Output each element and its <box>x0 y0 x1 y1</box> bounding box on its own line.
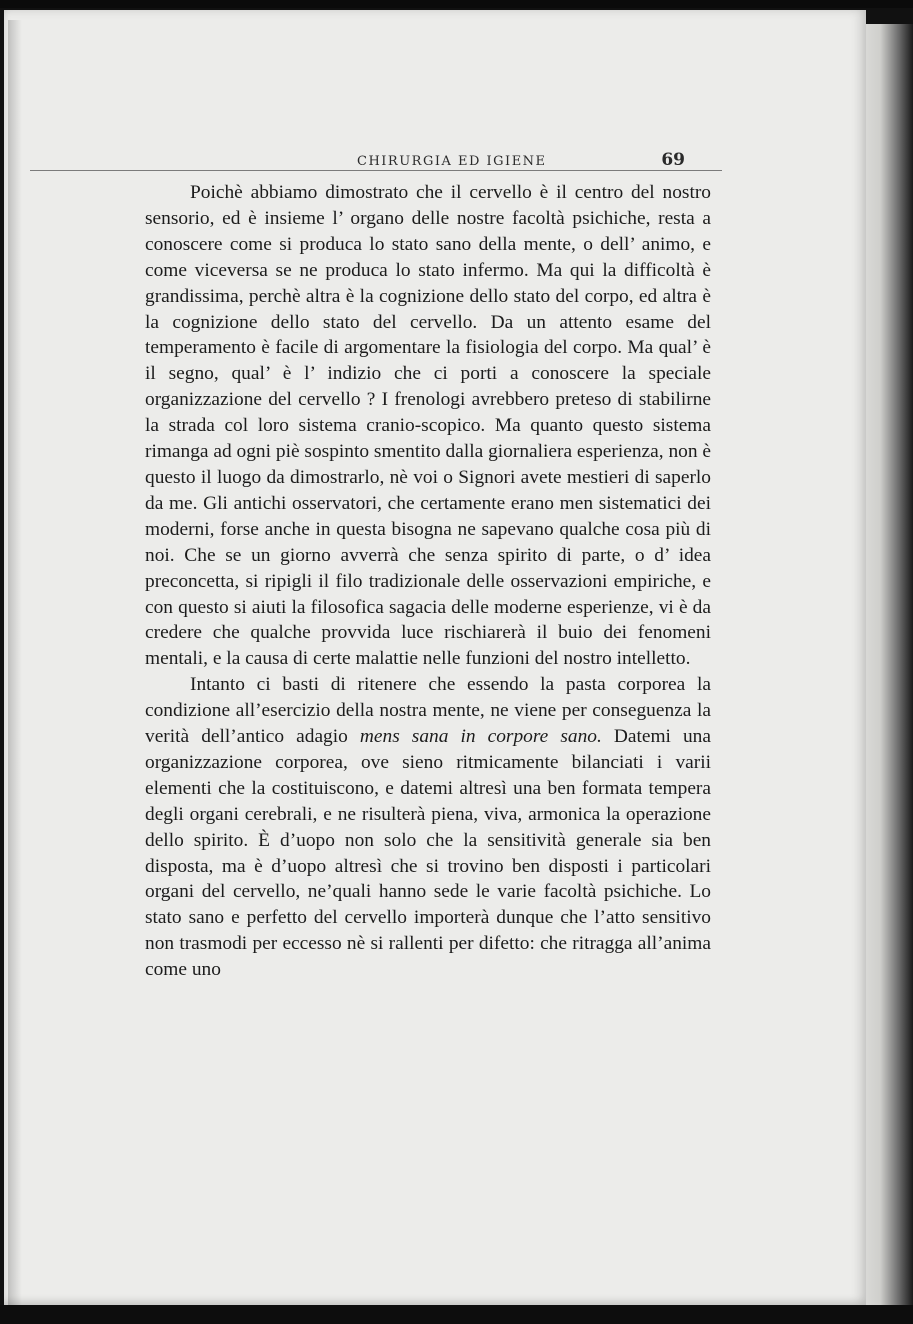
paragraph-2-end: Datemi una organizzazione corporea, ove sieno ritmicamente bilanciati i varii elementi che la costituiscono, e datemi altresì una ben formata tempera degli organi cerebrali, e ne risulterà piena, viva, armonica la operazione dello spirito. È d’uopo non solo che la sensitività generale sia ben disposta, ma è d’uopo altresì che si trovino ben disposti i particolari organi del cervello, ne’quali hanno sede le varie facoltà psichiche. Lo stato sano e perfetto del cervello importerà dunque che l’atto sensitivo non trasmodi per eccesso nè si rallenti per difetto: che ritragga all’anima come uno <box>145 726 711 981</box>
page-edge-shadow <box>866 24 913 1309</box>
paragraph-2 <box>145 672 711 983</box>
page-number: 69 <box>661 150 685 170</box>
header-rule <box>30 170 722 171</box>
body-text <box>145 180 711 983</box>
gutter-shadow <box>8 20 22 1315</box>
scan-border-bottom <box>0 1305 913 1324</box>
running-title: CHIRURGIA ED IGIENE <box>357 154 547 169</box>
latin-quote: mens sana in corpore sano. <box>359 726 602 748</box>
scan-border-top <box>0 0 913 8</box>
paragraph-1: Poichè abbiamo dimostrato che il cervello è il centro del nostro sensorio, ed è insieme l’ organo delle nostre facoltà psichiche, resta a conoscere come si produca lo stato sano della mente, o dell’ animo, e come viceversa se ne produca lo stato infermo. Ma qui la difficoltà è grandissima, perchè altra è la cognizione dello stato del corpo, ed altra è la cognizione dello stato del cervello. Da un attento esame del temperamento è facile di argomentare la fisiologia del corpo. Ma qual’ è il segno, qual’ è l’ indizio che ci porti a conoscere la speciale organizzazione del cervello ? I frenologi avrebbero preteso di stabilirne la strada col loro sistema cranio-scopico. Ma quanto questo sistema rimanga ad ogni piè sospinto smentito dalla giornaliera esperienza, non è questo il luogo da dimostrarlo, nè voi o Signori avete mestieri di saperlo da me. Gli antichi osservatori, che certamente erano men sistematici dei moderni, forse anche in questa bisogna ne sapevano qualche cosa più di noi. Che se un giorno avverrà che senza spirito di parte, o d’ idea preconcetta, si ripigli il filo tradizionale delle osservazioni empiriche, e con questo si aiuti la filosofica sagacia delle moderne esperienze, vi è da credere che qualche provvida luce rischiarerà il buio dei fenomeni mentali, e la causa di certe malattie nelle funzioni del nostro intelletto. <box>145 182 711 670</box>
running-header <box>149 148 715 178</box>
paragraph-2-start: Intanto ci basti di ritenere che essendo la pasta corporea la condizione all’esercizio della nostra mente, ne viene per conseguenza la verità dell’antico adagio <box>145 674 711 748</box>
